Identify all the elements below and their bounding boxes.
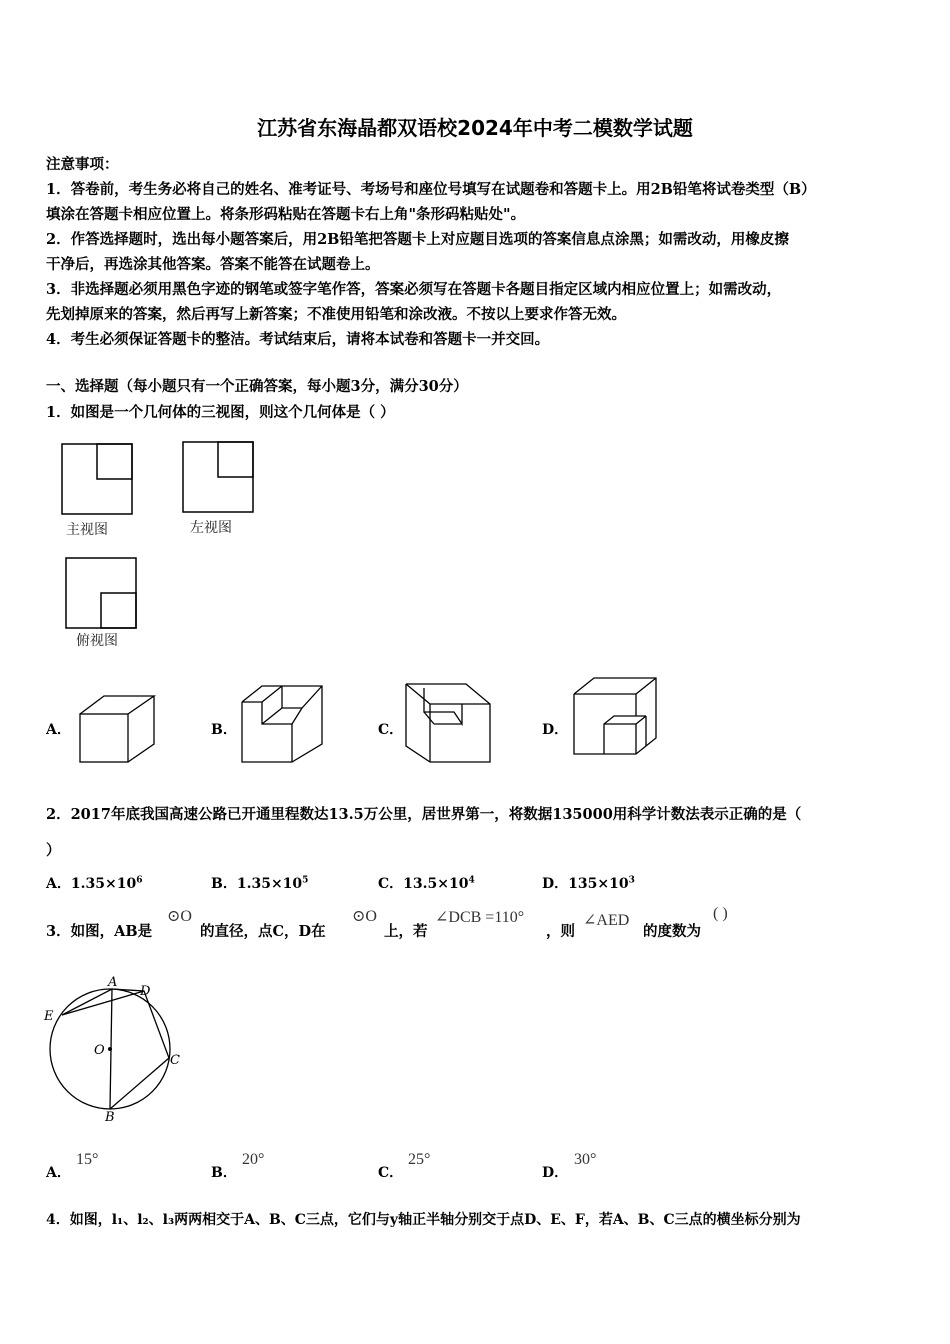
q1-option-c-label[interactable]: C．	[378, 722, 404, 738]
top-view-figure	[64, 556, 144, 636]
solid-figure-b	[238, 684, 328, 764]
circle-figure	[40, 975, 190, 1125]
q1-option-d-label[interactable]: D．	[542, 722, 569, 738]
q3-stem-part5: 的度数为	[643, 923, 701, 940]
q3-stem-part2: 的直径，点C，D在	[200, 923, 326, 940]
q1-option-b-label[interactable]: B．	[211, 722, 237, 738]
notes-line: 干净后，再选涂其他答案。答案不能答在试题卷上。	[46, 256, 380, 273]
q2-option-b[interactable]	[211, 873, 308, 893]
option-label: A．	[46, 876, 71, 892]
circle-o-symbol: ⊙O	[167, 908, 192, 925]
q2-stem: 2．2017年底我国高速公路已开通里程数达13.5万公里，居世界第一，将数据135000用科学计数法表示正确的是（	[46, 806, 802, 823]
option-exponent: 5	[302, 875, 309, 886]
q2-option-a[interactable]	[46, 873, 142, 893]
cube-figure-a	[78, 694, 160, 764]
q3-option-d-value: 30°	[574, 1151, 597, 1168]
q3-option-b-label[interactable]: B．	[211, 1165, 237, 1181]
solid-figure-c	[404, 682, 494, 766]
answer-bracket: ( )	[713, 905, 728, 922]
page-title: 江苏省东海晶都双语校2024年中考二模数学试题	[257, 116, 693, 140]
q3-option-b-value: 20°	[242, 1151, 265, 1168]
option-label: C．	[378, 876, 404, 892]
option-label: B．	[211, 876, 237, 892]
q3-option-c-value: 25°	[408, 1151, 431, 1168]
q1-option-a-label[interactable]: A．	[46, 722, 71, 738]
point-c-label: C	[170, 1053, 180, 1068]
q3-option-a-value: 15°	[76, 1151, 99, 1168]
point-a-label: A	[108, 975, 118, 990]
option-label: D．	[542, 876, 569, 892]
option-base: 13.5×10	[403, 876, 469, 892]
point-o-label: O	[94, 1043, 105, 1058]
point-d-label: D	[140, 984, 151, 999]
side-view-label: 左视图	[190, 520, 232, 536]
front-view-label: 主视图	[66, 522, 108, 538]
q2-stem-end: ）	[46, 842, 61, 859]
notes-line: 1．答卷前，考生务必将自己的姓名、准考证号、考场号和座位号填写在试题卷和答题卡上。用2B铅笔将试卷类型（B）	[46, 181, 816, 198]
q3-option-c-label[interactable]: C．	[378, 1165, 404, 1181]
solid-figure-d	[570, 676, 662, 760]
notes-line: 填涂在答题卡相应位置上。将条形码粘贴在答题卡右上角"条形码粘贴处"。	[46, 206, 526, 223]
section-heading: 一、选择题（每小题只有一个正确答案，每小题3分，满分30分）	[46, 378, 468, 395]
option-exponent: 3	[628, 875, 635, 886]
angle-aed: ∠AED	[583, 912, 630, 929]
point-e-label: E	[44, 1009, 54, 1024]
notes-line: 3．非选择题必须用黑色字迹的钢笔或签字笔作答，答案必须写在答题卡各题目指定区域内相应位置上；如需改动，	[46, 281, 782, 298]
option-exponent: 6	[136, 875, 143, 886]
q3-stem-part1: 3．如图，AB是	[46, 923, 153, 940]
point-b-label: B	[105, 1110, 115, 1125]
top-view-label: 俯视图	[76, 633, 118, 649]
side-view-figure	[181, 440, 261, 520]
notes-block	[46, 152, 908, 352]
angle-dcb: ∠DCB =110°	[435, 909, 525, 926]
q3-option-a-label[interactable]: A．	[46, 1165, 71, 1181]
notes-heading: 注意事项：	[46, 156, 119, 173]
option-base: 135×10	[568, 876, 629, 892]
notes-line: 先划掉原来的答案，然后再写上新答案；不准使用铅笔和涂改液。不按以上要求作答无效。	[46, 306, 626, 323]
option-base: 1.35×10	[236, 876, 303, 892]
notes-line: 4．考生必须保证答题卡的整洁。考试结束后，请将本试卷和答题卡一并交回。	[46, 331, 550, 348]
notes-line: 2．作答选择题时，选出每小题答案后，用2B铅笔把答题卡上对应题目选项的答案信息点涂黑；如需改动，用橡皮擦	[46, 231, 789, 248]
front-view-figure	[60, 442, 140, 522]
option-exponent: 4	[468, 875, 475, 886]
q4-stem: 4．如图，l₁、l₂、l₃两两相交于A、B、C三点，它们与y轴正半轴分别交于点D、E、F，若A、B、C三点的横坐标分别为	[46, 1212, 801, 1228]
option-base: 1.35×10	[70, 876, 137, 892]
q1-stem: 1．如图是一个几何体的三视图，则这个几何体是（ ）	[46, 404, 395, 421]
circle-o-symbol: ⊙O	[352, 908, 377, 925]
q2-option-d[interactable]	[542, 873, 635, 893]
q3-stem-part3: 上，若	[384, 923, 428, 940]
q2-option-c[interactable]	[378, 873, 475, 893]
q3-option-d-label[interactable]: D．	[542, 1165, 569, 1181]
q3-stem-part4: ，则	[546, 923, 575, 940]
